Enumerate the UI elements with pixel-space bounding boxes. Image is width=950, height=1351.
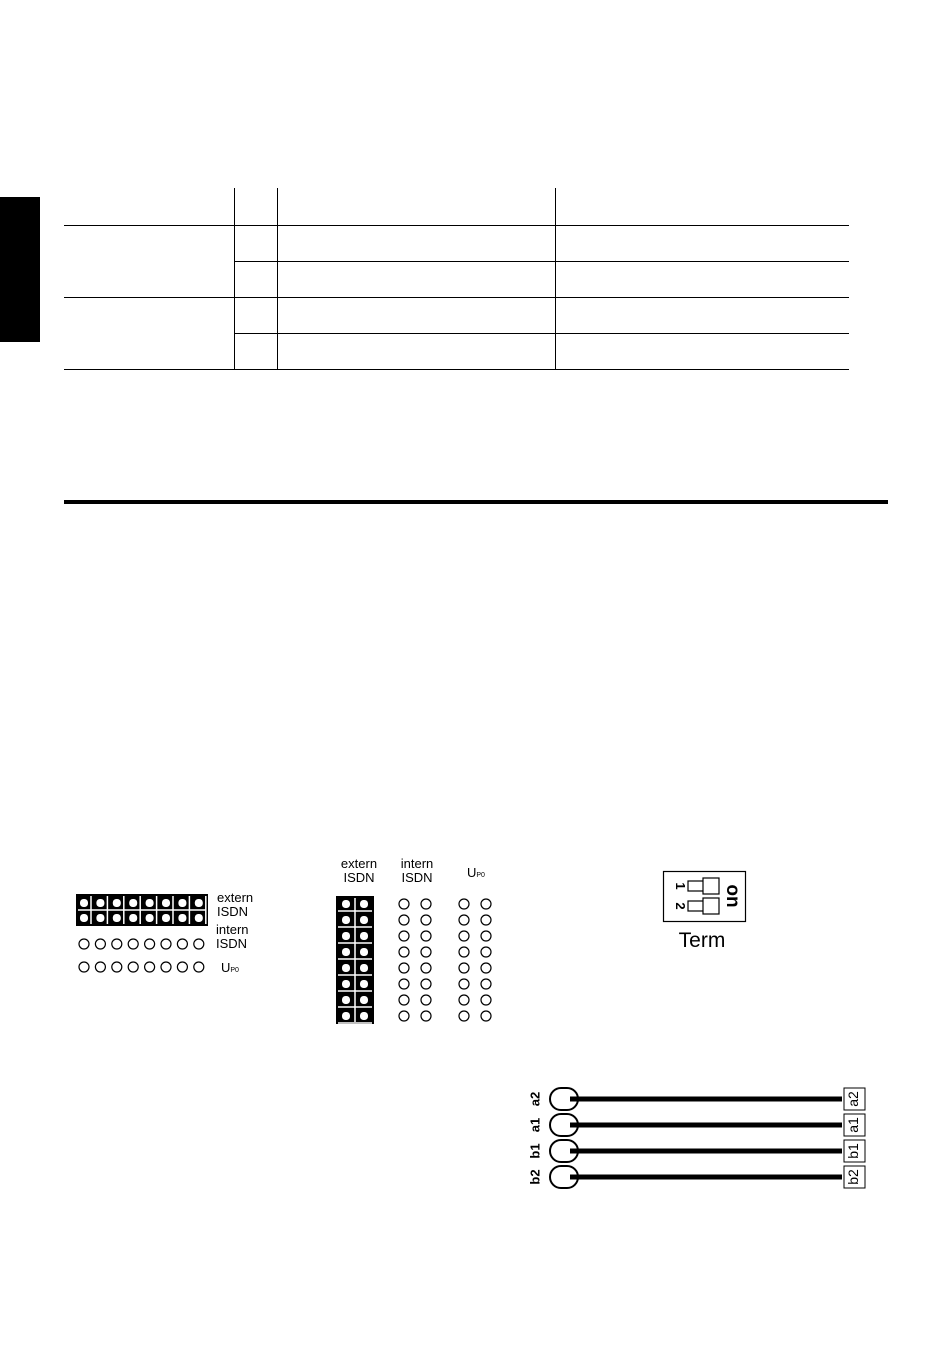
cable-left-label: b1	[527, 1143, 543, 1159]
section-divider	[64, 500, 888, 504]
contact-pin	[146, 914, 154, 922]
intern-isdn-socket	[79, 939, 89, 949]
on-label: on	[721, 884, 743, 908]
contact-pin	[96, 914, 104, 922]
contact-pin	[360, 948, 368, 956]
contact-pin	[342, 996, 350, 1004]
intern-isdn-socket	[399, 931, 409, 941]
switch-number: 2	[673, 902, 688, 910]
contact-pin	[113, 914, 121, 922]
contact-pin	[342, 916, 350, 924]
cable-right-label: b1	[845, 1143, 862, 1159]
intern-isdn-socket	[145, 939, 155, 949]
table-row-line	[64, 297, 849, 298]
up0-socket	[459, 963, 469, 973]
table-row-line	[64, 225, 849, 226]
contact-pin	[129, 899, 137, 907]
up0-socket	[459, 947, 469, 957]
contact-pin	[162, 914, 170, 922]
contact-pin	[360, 996, 368, 1004]
intern-isdn-socket	[177, 939, 187, 949]
table-col-line	[555, 188, 556, 370]
intern-isdn-socket	[399, 1011, 409, 1021]
contact-pin	[342, 964, 350, 972]
cable-left-label: b2	[527, 1169, 543, 1185]
contact-pin	[96, 899, 104, 907]
switch-slot	[688, 901, 704, 911]
up0-socket	[194, 962, 204, 972]
table-col-line	[277, 188, 278, 370]
term-dip-switch[interactable]	[662, 870, 748, 924]
vpanel-extern-label: extern ISDN	[340, 856, 378, 885]
up0-socket	[481, 979, 491, 989]
contact-pin	[195, 914, 203, 922]
up0-socket	[481, 947, 491, 957]
up0-socket	[95, 962, 105, 972]
contact-pin	[360, 980, 368, 988]
table-col-line	[234, 188, 235, 370]
hpanel-extern-label: extern ISDN	[217, 890, 254, 919]
intern-isdn-socket	[399, 963, 409, 973]
cable-right-label: a2	[845, 1091, 862, 1107]
switch-slot	[688, 881, 704, 891]
up0-sub: P0	[230, 967, 239, 974]
intern-isdn-socket	[421, 899, 431, 909]
up0-socket	[79, 962, 89, 972]
contact-pin	[342, 900, 350, 908]
up0-socket	[112, 962, 122, 972]
hpanel-intern-label: intern ISDN	[216, 922, 249, 951]
intern-isdn-socket	[421, 915, 431, 925]
up0-socket	[459, 899, 469, 909]
intern-isdn-socket	[399, 979, 409, 989]
intern-isdn-socket	[399, 995, 409, 1005]
intern-isdn-socket	[95, 939, 105, 949]
vpanel-intern-label: intern ISDN	[400, 856, 434, 885]
contact-pin	[178, 914, 186, 922]
contact-pin	[80, 899, 88, 907]
contact-pin	[360, 916, 368, 924]
up0-socket	[481, 995, 491, 1005]
switch-lever[interactable]	[703, 878, 719, 894]
up0-socket	[459, 995, 469, 1005]
intern-isdn-socket	[421, 995, 431, 1005]
up0-socket	[481, 899, 491, 909]
up0-socket	[481, 963, 491, 973]
cable-right-label: b2	[845, 1169, 862, 1185]
up0-socket	[177, 962, 187, 972]
intern-isdn-socket	[399, 899, 409, 909]
intern-isdn-socket	[421, 963, 431, 973]
vertical-connector-panel	[334, 894, 496, 1026]
up0-socket	[459, 1011, 469, 1021]
contact-pin	[195, 899, 203, 907]
table-row-line	[64, 369, 849, 370]
up0-main: U	[467, 865, 477, 880]
switch-number: 1	[673, 882, 688, 890]
cable-left-label: a1	[527, 1117, 543, 1133]
up0-socket	[481, 1011, 491, 1021]
contact-pin	[342, 948, 350, 956]
term-label: Term	[678, 929, 726, 952]
contact-pin	[113, 899, 121, 907]
contact-pin	[360, 1012, 368, 1020]
cable-left-label: a2	[527, 1091, 543, 1107]
contact-pin	[342, 1012, 350, 1020]
contact-pin	[146, 899, 154, 907]
horizontal-connector-panel	[74, 892, 214, 976]
hpanel-up0-label	[221, 961, 239, 978]
up0-socket	[161, 962, 171, 972]
table-row-line	[234, 261, 849, 262]
table-row-line	[234, 333, 849, 334]
contact-pin	[342, 980, 350, 988]
intern-isdn-socket	[112, 939, 122, 949]
vpanel-up0-label	[467, 866, 485, 883]
up0-socket	[481, 915, 491, 925]
up0-socket	[459, 915, 469, 925]
contact-pin	[178, 899, 186, 907]
contact-pin	[360, 932, 368, 940]
intern-isdn-socket	[194, 939, 204, 949]
intern-isdn-socket	[421, 947, 431, 957]
side-tab-marker	[0, 197, 40, 342]
intern-isdn-socket	[128, 939, 138, 949]
contact-pin	[162, 899, 170, 907]
up0-socket	[145, 962, 155, 972]
up0-socket	[481, 931, 491, 941]
contact-pin	[360, 964, 368, 972]
up0-main: U	[221, 960, 231, 975]
intern-isdn-socket	[399, 947, 409, 957]
contact-pin	[80, 914, 88, 922]
up0-socket	[459, 931, 469, 941]
switch-lever[interactable]	[703, 898, 719, 914]
up0-socket	[128, 962, 138, 972]
cable-right-label: a1	[845, 1117, 862, 1133]
intern-isdn-socket	[399, 915, 409, 925]
up0-sub: P0	[476, 872, 485, 879]
up0-socket	[459, 979, 469, 989]
intern-isdn-socket	[421, 931, 431, 941]
contact-pin	[360, 900, 368, 908]
contact-pin	[342, 932, 350, 940]
intern-isdn-socket	[421, 979, 431, 989]
intern-isdn-socket	[421, 1011, 431, 1021]
contact-pin	[129, 914, 137, 922]
intern-isdn-socket	[161, 939, 171, 949]
cable-wiring-diagram	[520, 1080, 875, 1195]
